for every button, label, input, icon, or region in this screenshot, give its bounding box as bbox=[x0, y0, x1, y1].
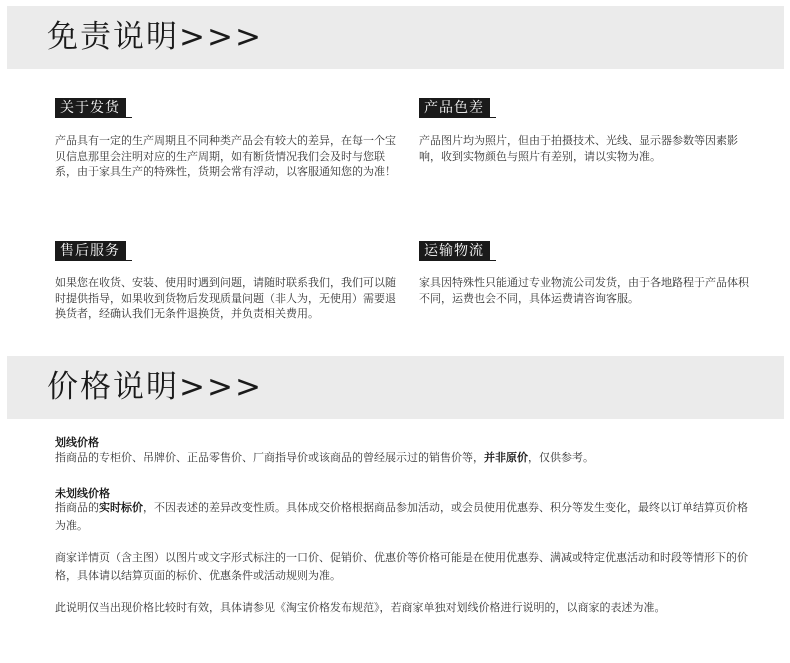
non-strikethrough-text-before: 指商品的 bbox=[55, 501, 99, 514]
strikethrough-price-heading: 划线价格 bbox=[55, 436, 99, 449]
logistics-tag: 运输物流 bbox=[419, 241, 490, 261]
pricing-banner bbox=[7, 356, 784, 419]
shipping-tag-underline bbox=[55, 117, 132, 118]
disclaimer-banner bbox=[7, 6, 784, 69]
disclaimer-title: 免责说明>>> bbox=[47, 19, 263, 55]
color-tag: 产品色差 bbox=[419, 98, 490, 118]
logistics-tag-underline bbox=[419, 260, 496, 261]
shipping-tag: 关于发货 bbox=[55, 98, 126, 118]
price-footer-note: 此说明仅当出现价格比较时有效，具体请参见《淘宝价格发布规范》，若商家单独对划线价格进行说明的，以商家的表述为准。 bbox=[55, 601, 666, 614]
detail-page-price-text: 商家详情页（含主图）以图片或文字形式标注的一口价、促销价、优惠价等价格可能是在使用优惠券、满减或特定优惠活动和时段等情形下的价格，具体请以结算页面的标价、优惠条件或活动规则为准。 bbox=[55, 551, 748, 582]
logistics-text: 家具因特殊性只能通过专业物流公司发货，由于各地路程于产品体积不同，运费也会不同，具体运费请咨询客服。 bbox=[419, 276, 749, 305]
after-sales-text: 如果您在收货、安装、使用时遇到问题，请随时联系我们，我们可以随时提供指导，如果收到货物后发现质量问题（非人为，无使用）需要退换货者，经确认我们无条件退换货，并负责相关费用。 bbox=[55, 276, 396, 320]
non-strikethrough-text-after: ，不因表述的差异改变性质。具体成交价格根据商品参加活动，或会员使用优惠券、积分等发生变化，最终以订单结算页价格为准。 bbox=[55, 501, 748, 532]
strikethrough-text-before: 指商品的专柜价、吊牌价、正品零售价、厂商指导价或该商品的曾经展示过的销售价等， bbox=[55, 451, 484, 464]
strikethrough-price-text bbox=[55, 449, 755, 467]
after-sales-tag-underline bbox=[55, 260, 132, 261]
after-sales-tag: 售后服务 bbox=[55, 241, 126, 261]
pricing-title: 价格说明>>> bbox=[47, 369, 263, 405]
non-strikethrough-price-heading: 未划线价格 bbox=[55, 487, 110, 500]
color-text: 产品图片均为照片，但由于拍摄技术、光线、显示器参数等因素影响，收到实物颜色与照片有差别，请以实物为准。 bbox=[419, 134, 738, 163]
strikethrough-text-after: ，仅供参考。 bbox=[528, 451, 594, 464]
realtime-price-emphasis: 实时标价 bbox=[99, 501, 143, 514]
non-strikethrough-price-text bbox=[55, 499, 755, 535]
not-original-price-emphasis: 并非原价 bbox=[484, 451, 528, 464]
shipping-text: 产品具有一定的生产周期且不同种类产品会有较大的差异，在每一个宝贝信息那里会注明对应的生产周期，如有断货情况我们会及时与您联系，由于家具生产的特殊性，货期会常有浮动，以客服通知您的为准！ bbox=[55, 134, 396, 178]
color-tag-underline bbox=[419, 117, 496, 118]
